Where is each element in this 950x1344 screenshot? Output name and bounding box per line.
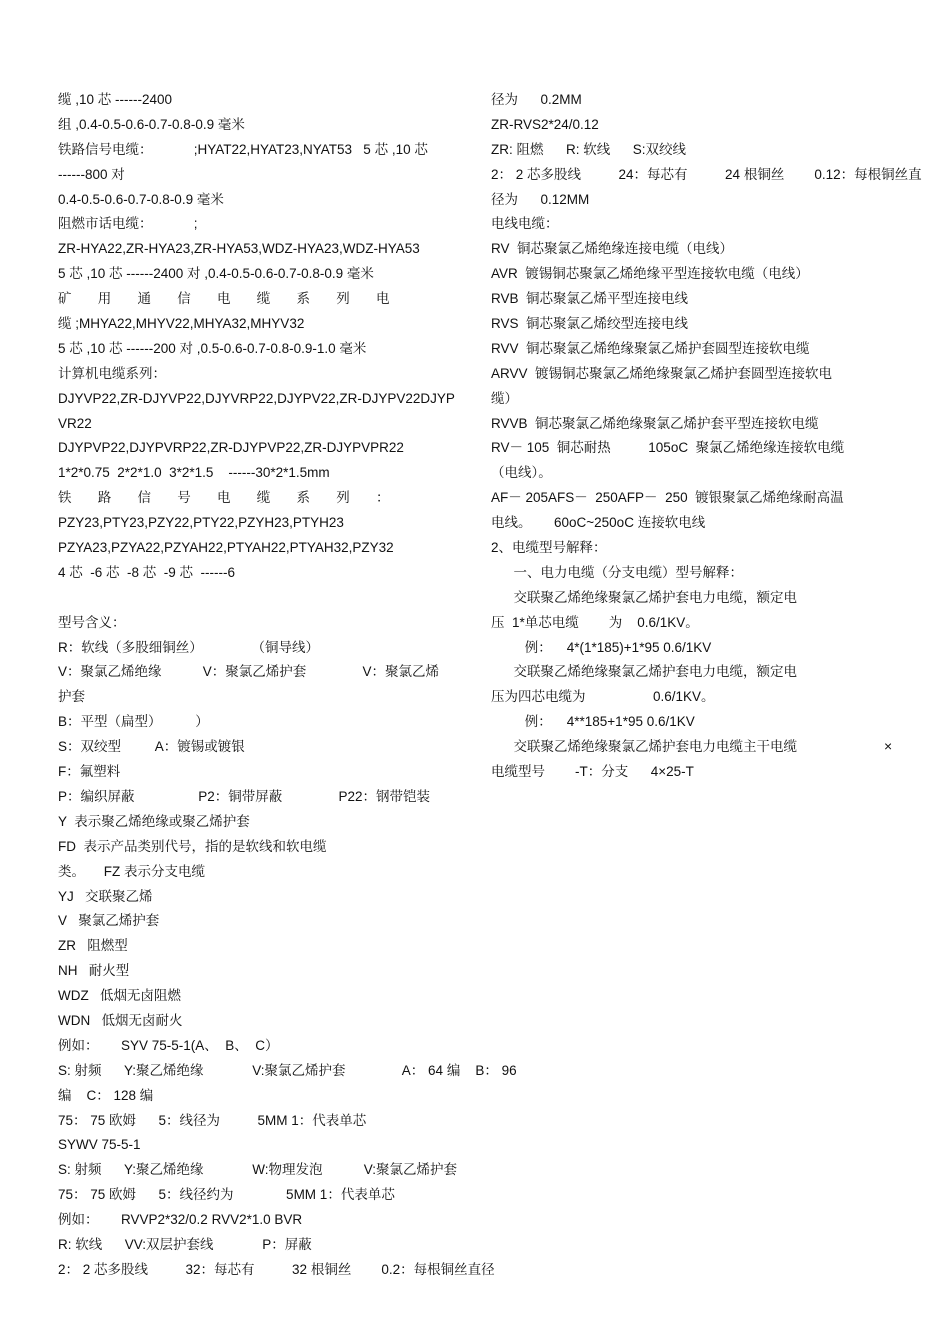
text-line: （电线）。	[491, 465, 552, 481]
text-line: 交联聚乙烯绝缘聚氯乙烯护套电力电缆主干电缆	[491, 739, 798, 755]
text-line: 护套	[58, 689, 85, 705]
text-line: RV 铜芯聚氯乙烯绝缘连接电缆（电线）	[491, 241, 734, 257]
text-line: AF－ 205AFS－ 250AFP－ 250 镀银聚氯乙烯绝缘耐高温	[491, 490, 844, 506]
text-line: 组 ,0.4-0.5-0.6-0.7-0.8-0.9 毫米	[58, 116, 245, 132]
text-line: 编 C： 128 编	[58, 1087, 154, 1103]
left-text-column	[58, 88, 517, 1283]
text-line: 铁路信号电缆： ;HYAT22,HYAT23,NYAT53 5 芯 ,10 芯	[58, 141, 428, 157]
text-line: ZR: 阻燃 R: 软线 S:双绞线	[491, 141, 687, 157]
text-line: DJYVP22,ZR-DJYVP22,DJYVRP22,DJYPV22,ZR-DJYPV22DJYP	[58, 390, 455, 406]
text-line: P：编织屏蔽 P2：铜带屏蔽 P22：钢带铠装	[58, 788, 431, 804]
text-line: RVV 铜芯聚氯乙烯绝缘聚氯乙烯护套圆型连接软电缆	[491, 340, 810, 356]
text-line: V：聚氯乙烯绝缘 V：聚氯乙烯护套 V：聚氯乙烯	[58, 664, 440, 680]
text-line: 例如： SYV 75-5-1(A、 B、 C）	[58, 1037, 279, 1053]
text-line: DJYPVP22,DJYPVRP22,ZR-DJYPVP22,ZR-DJYPVPR22	[58, 440, 404, 456]
text-line: RVS 铜芯聚氯乙烯绞型连接电线	[491, 316, 689, 332]
text-line: WDZ 低烟无卤阻燃	[58, 988, 181, 1004]
text-line: 径为 0.2MM	[491, 92, 582, 107]
text-line: 电缆型号 -T：分支 4×25-T	[491, 764, 694, 780]
text-line: 压为四芯电缆为 0.6/1KV。	[491, 689, 715, 705]
text-line: 计算机电缆系列：	[58, 365, 166, 381]
text-line: 75： 75 欧姆 5：线径约为 5MM 1：代表单芯	[58, 1187, 395, 1203]
text-line: ZR 阻燃型	[58, 938, 128, 954]
text-line: 类。 FZ 表示分支电缆	[58, 863, 205, 879]
text-line: 例： 4*(1*185)+1*95 0.6/1KV	[491, 639, 712, 655]
text-line: YJ 交联聚乙烯	[58, 888, 153, 904]
text-line: 5 芯 ,10 芯 ------2400 对 ,0.4-0.5-0.6-0.7-0.8-0.9 毫米	[58, 266, 374, 282]
text-line: S: 射频 Y:聚乙烯绝缘 V:聚氯乙烯护套 A： 64 编 B： 96	[58, 1062, 517, 1078]
text-line: R: 软线 VV:双层护套线 P：屏蔽	[58, 1236, 312, 1252]
text-line: Y 表示聚乙烯绝缘或聚乙烯护套	[58, 813, 250, 829]
text-line: VR22	[58, 415, 92, 431]
text-line: PZYA23,PZYA22,PZYAH22,PTYAH22,PTYAH32,PZY32	[58, 540, 394, 556]
text-line: 阻燃市话电缆： ;	[58, 216, 198, 232]
text-line: 缆 ;MHYA22,MHYV22,MHYA32,MHYV32	[58, 316, 305, 332]
text-line: AVR 镀锡铜芯聚氯乙烯绝缘平型连接软电缆（电线）	[491, 266, 809, 282]
text-line: 电线。 60oC~250oC 连接软电线	[491, 515, 706, 531]
text-line: B：平型（扁型） ）	[58, 714, 209, 730]
text-line: 2、电缆型号解释：	[491, 540, 607, 556]
text-line: 电线电缆：	[491, 216, 559, 232]
text-line: 压 1*单芯电缆 为 0.6/1KV。	[491, 614, 699, 630]
text-line: V 聚氯乙烯护套	[58, 913, 160, 929]
text-line: 交联聚乙烯绝缘聚氯乙烯护套电力电缆，额定电	[491, 664, 798, 680]
text-line: 铁 路 信 号 电 缆 系 列 ：	[58, 490, 390, 506]
text-line: ZR-RVS2*24/0.12	[491, 116, 599, 132]
text-line: FD 表示产品类别代号，指的是软线和软电缆	[58, 838, 327, 854]
text-line: 1*2*0.75 2*2*1.0 3*2*1.5 ------30*2*1.5mm	[58, 465, 330, 481]
text-line: 例： 4**185+1*95 0.6/1KV	[491, 714, 695, 730]
text-line: 例如： RVVP2*32/0.2 RVV2*1.0 BVR	[58, 1212, 303, 1228]
text-line: RV－ 105 铜芯耐热 105oC 聚氯乙烯绝缘连接软电缆	[491, 440, 845, 456]
text-line: WDN 低烟无卤耐火	[58, 1012, 183, 1028]
text-line: 2： 2 芯多股线 24：每芯有 24 根铜丝 0.12：每根铜丝直	[491, 166, 922, 182]
side-mark: ×	[884, 738, 893, 754]
text-line: ARVV 镀锡铜芯聚氯乙烯绝缘聚氯乙烯护套圆型连接软电	[491, 365, 833, 381]
text-line: ZR-HYA22,ZR-HYA23,ZR-HYA53,WDZ-HYA23,WDZ-HYA53	[58, 241, 420, 257]
text-line: 2： 2 芯多股线 32：每芯有 32 根铜丝 0.2：每根铜丝直径	[58, 1261, 495, 1277]
text-line: NH 耐火型	[58, 963, 130, 979]
text-line: 型号含义：	[58, 614, 126, 630]
text-line: 0.4-0.5-0.6-0.7-0.8-0.9 毫米	[58, 191, 224, 207]
text-line: 缆 ,10 芯 ------2400	[58, 92, 173, 107]
text-line: 矿 用 通 信 电 缆 系 列 电	[58, 291, 390, 307]
text-line: SYWV 75-5-1	[58, 1137, 141, 1153]
text-line: 一、电力电缆（分支电缆）型号解释：	[491, 564, 744, 580]
text-line: 5 芯 ,10 芯 ------200 对 ,0.5-0.6-0.7-0.8-0.9-1.0 毫米	[58, 340, 367, 356]
text-line: RVVB 铜芯聚氯乙烯绝缘聚氯乙烯护套平型连接软电缆	[491, 415, 819, 431]
text-line: R：软线（多股细铜丝） （铜导线）	[58, 639, 320, 655]
text-line: ------800 对	[58, 166, 125, 182]
text-line: PZY23,PTY23,PZY22,PTY22,PZYH23,PTYH23	[58, 515, 344, 531]
text-line: 径为 0.12MM	[491, 191, 590, 207]
text-line: S：双绞型 A：镀锡或镀银	[58, 739, 245, 755]
text-line: S: 射频 Y:聚乙烯绝缘 W:物理发泡 V:聚氯乙烯护套	[58, 1162, 458, 1178]
text-line: 4 芯 -6 芯 -8 芯 -9 芯 ------6	[58, 564, 236, 580]
text-line	[58, 586, 468, 611]
text-line: 75： 75 欧姆 5：线径为 5MM 1：代表单芯	[58, 1112, 367, 1128]
text-line: 交联聚乙烯绝缘聚氯乙烯护套电力电缆，额定电	[491, 589, 798, 605]
text-line: 缆）	[491, 390, 518, 406]
text-line: F：氟塑料	[58, 764, 121, 780]
right-text-column	[491, 88, 922, 785]
text-line: RVB 铜芯聚氯乙烯平型连接电线	[491, 291, 689, 307]
